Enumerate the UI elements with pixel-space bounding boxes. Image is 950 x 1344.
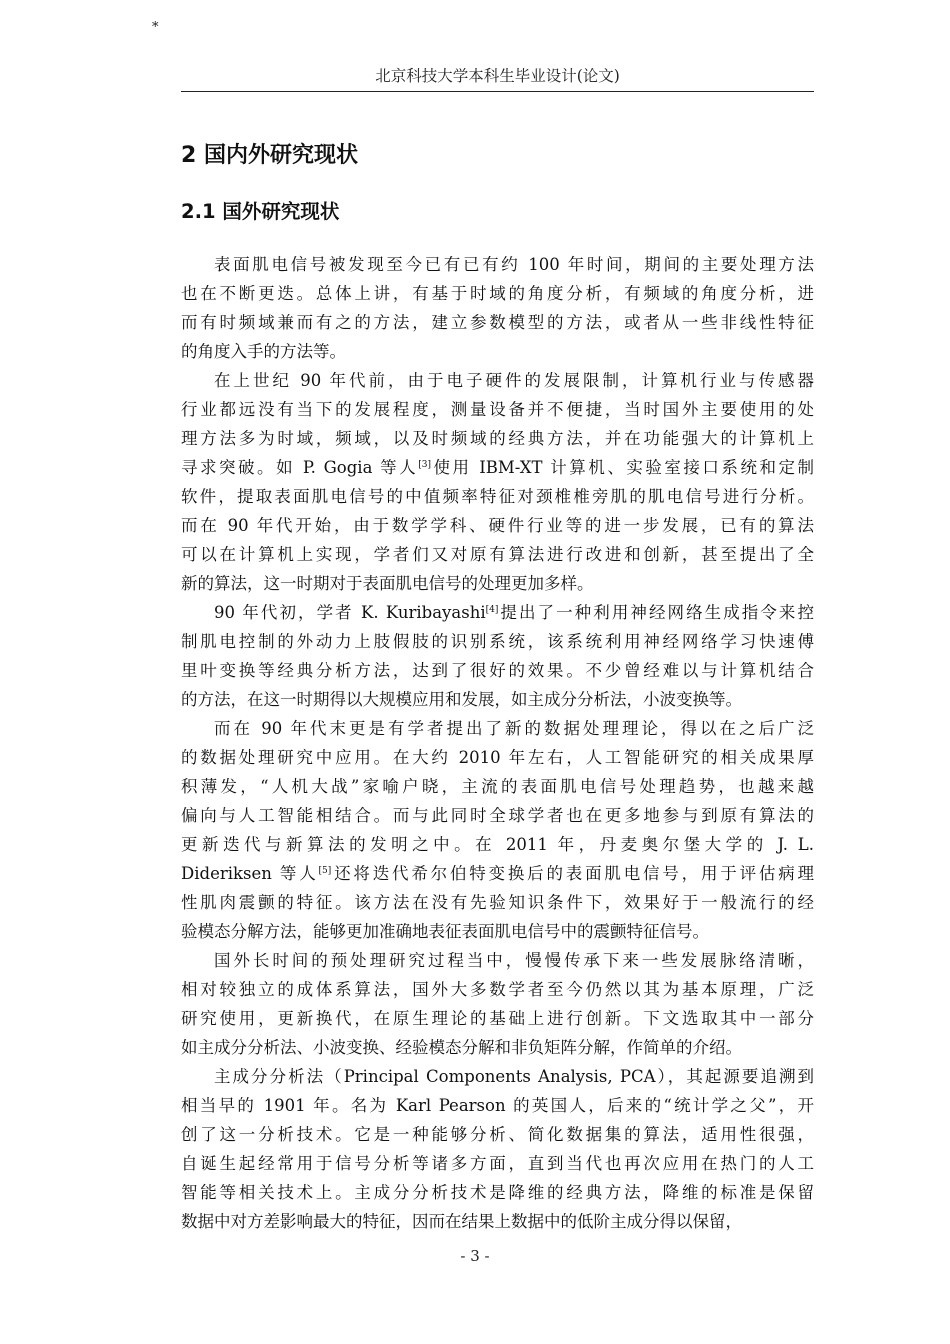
- text-line: 国外长时间的预处理研究过程当中，慢慢传承下来一些发展脉络清晰，: [214, 951, 814, 970]
- text-line: 新的算法，这一时期对于表面肌电信号的处理更加多样。: [181, 574, 594, 593]
- text-line: 制肌电控制的外动力上肢假肢的识别系统，该系统利用神经网络学习快速傅: [181, 632, 814, 651]
- citation-ref: [4]: [485, 605, 499, 615]
- text-line: 智能等相关技术上。主成分分析技术是降维的经典方法，降维的标准是保留: [181, 1183, 814, 1202]
- text-line: 表面肌电信号被发现至今已有已有约 100 年时间，期间的主要处理方法: [214, 255, 814, 274]
- text-run: 使用 IBM-XT 计算机、实验室接口系统和定制: [430, 458, 814, 477]
- body-paragraph: [181, 946, 814, 1062]
- text-run: 90 年代初，学者 K. Kuribayashi: [214, 603, 486, 622]
- text-line: 软件，提取表面肌电信号的中值频率特征对颈椎椎旁肌的肌电信号进行分析。: [181, 487, 814, 506]
- text-run: 提出了一种利用神经网络生成指令来控: [498, 603, 814, 622]
- text-line: 验模态分解方法，能够更加准确地表征表面肌电信号中的震颤特征信号。: [181, 922, 709, 941]
- page-number: - 3 -: [460, 1247, 490, 1265]
- body-paragraph: [181, 598, 814, 714]
- text-line: 相当早的 1901 年。名为 Karl Pearson 的英国人，后来的“统计学之父”，开: [181, 1096, 814, 1115]
- text-line: 主成分分析法（Principal Components Analysis, PCA），其起源要追溯到: [214, 1067, 814, 1086]
- text-line: 性肌肉震颤的特征。该方法在没有先验知识条件下，效果好于一般流行的经: [181, 893, 814, 912]
- text-line: 自诞生起经常用于信号分析等诸多方面，直到当代也再次应用在热门的人工: [181, 1154, 814, 1173]
- text-line: 数据中对方差影响最大的特征，因而在结果上数据中的低阶主成分得以保留，: [181, 1212, 742, 1231]
- running-header-title: 北京科技大学本科生毕业设计(论文): [375, 67, 620, 85]
- text-line: 更新迭代与新算法的发明之中。在 2011 年，丹麦奥尔堡大学的 J. L.: [181, 835, 814, 854]
- text-line: 而在 90 年代开始，由于数学学科、硬件行业等的进一步发展，已有的算法: [181, 516, 814, 535]
- text-line: 研究使用，更新换代，在原生理论的基础上进行创新。下文选取其中一部分: [181, 1009, 814, 1028]
- citation-ref: [5]: [318, 866, 332, 876]
- text-line: 在上世纪 90 年代前，由于电子硬件的发展限制，计算机行业与传感器: [214, 371, 814, 390]
- text-run: 寻求突破。如 P. Gogia 等人: [181, 458, 419, 477]
- citation-ref: [3]: [418, 460, 431, 470]
- text-line: [181, 859, 814, 888]
- text-run: 还将迭代希尔伯特变换后的表面肌电信号，用于评估病理: [331, 864, 814, 883]
- text-line: 相对较独立的成体系算法，国外大多数学者至今仍然以其为基本原理，广泛: [181, 980, 814, 999]
- text-line: 而在 90 年代末更是有学者提出了新的数据处理理论，得以在之后广泛: [214, 719, 814, 738]
- body-paragraph: [181, 366, 814, 598]
- text-line: 可以在计算机上实现，学者们又对原有算法进行改进和创新，甚至提出了全: [181, 545, 814, 564]
- section-heading: 2.1 国外研究现状: [181, 200, 340, 223]
- chapter-heading: 2 国内外研究现状: [181, 143, 358, 168]
- text-line: 的数据处理研究中应用。在大约 2010 年左右，人工智能研究的相关成果厚: [181, 748, 814, 767]
- text-line: 理方法多为时域，频域，以及时频域的经典方法，并在功能强大的计算机上: [181, 429, 814, 448]
- page-body: [181, 138, 814, 1236]
- text-line: 的方法，在这一时期得以大规模应用和发展，如主成分分析法，小波变换等。: [181, 690, 742, 709]
- corner-asterisk: *: [152, 20, 159, 35]
- text-line: [181, 598, 814, 627]
- text-line: 行业都远没有当下的发展程度，测量设备并不便捷，当时国外主要使用的处: [181, 400, 814, 419]
- text-line: 积薄发，“人机大战”家喻户晓，主流的表面肌电信号处理趋势，也越来越: [181, 777, 814, 796]
- body-paragraphs: [181, 250, 814, 1236]
- body-paragraph: [181, 714, 814, 946]
- text-line: 也在不断更迭。总体上讲，有基于时域的角度分析，有频域的角度分析，进: [181, 284, 814, 303]
- text-line: 偏向与人工智能相结合。而与此同时全球学者也在更多地参与到原有算法的: [181, 806, 814, 825]
- text-line: 里叶变换等经典分析方法，达到了很好的效果。不少曾经难以与计算机结合: [181, 661, 814, 680]
- running-header: [181, 64, 814, 92]
- text-line: 的角度入手的方法等。: [181, 342, 346, 361]
- text-line: 而有时频域兼而有之的方法，建立参数模型的方法，或者从一些非线性特征: [181, 313, 814, 332]
- text-line: [181, 453, 814, 482]
- text-line: 创了这一分析技术。它是一种能够分析、简化数据集的算法，适用性很强，: [181, 1125, 814, 1144]
- text-line: 如主成分分析法、小波变换、经验模态分解和非负矩阵分解，作简单的介绍。: [181, 1038, 742, 1057]
- text-run: Dideriksen 等人: [181, 864, 319, 883]
- body-paragraph: [181, 250, 814, 366]
- body-paragraph: [181, 1062, 814, 1236]
